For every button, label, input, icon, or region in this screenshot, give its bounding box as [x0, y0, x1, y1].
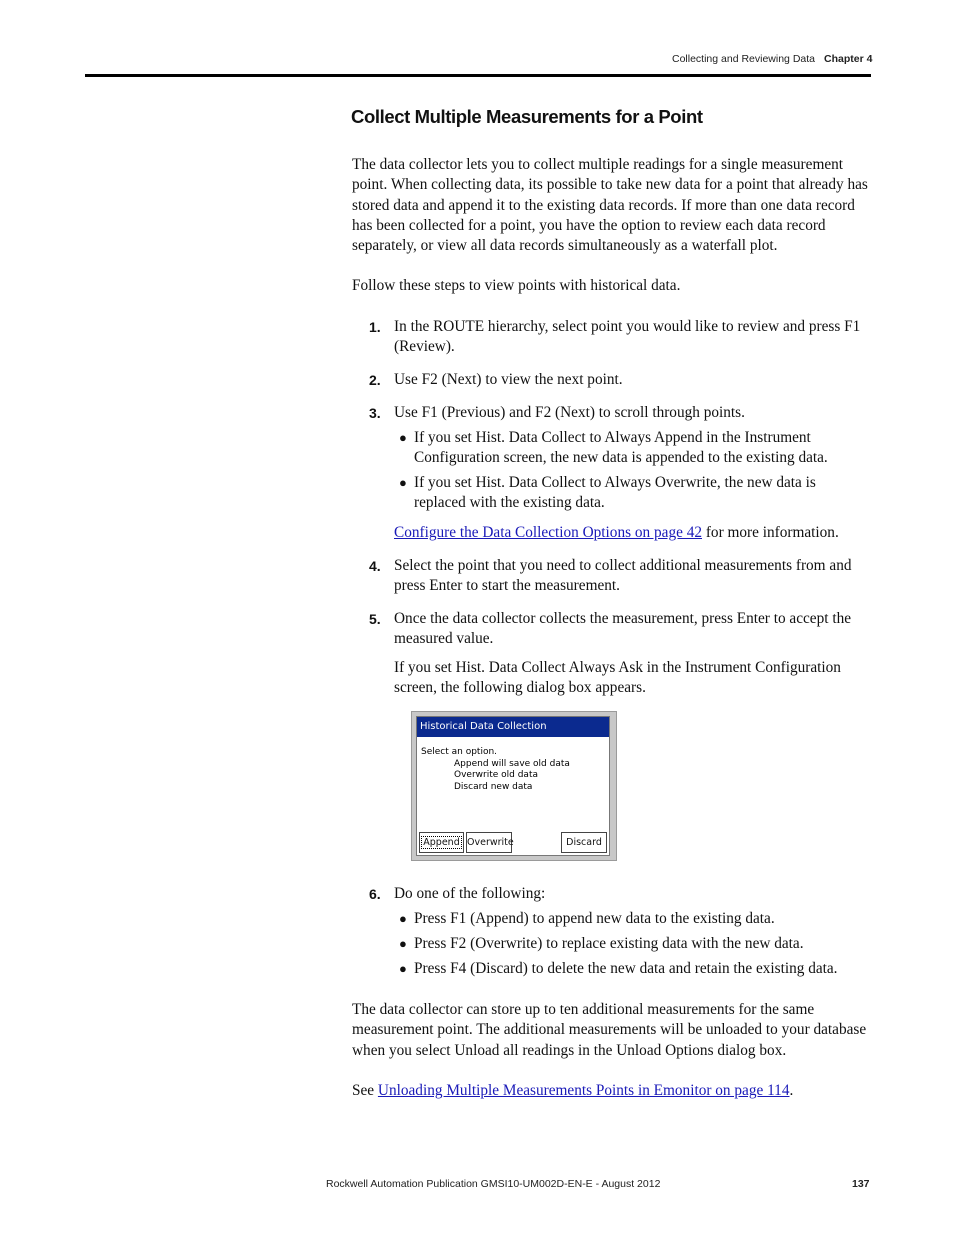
- step-text: Select the point that you need to collect additional measurements from and press Enter to start the measurement.: [394, 557, 852, 595]
- bullet-icon: ●: [399, 911, 407, 926]
- dialog-option: Discard new data: [454, 781, 533, 792]
- step-text: Use F1 (Previous) and F2 (Next) to scroll through points.: [394, 404, 745, 421]
- dialog-window: [416, 716, 610, 856]
- step-number: 2.: [369, 372, 381, 388]
- step-text: In the ROUTE hierarchy, select point you would like to review and press F1 (Review).: [394, 318, 861, 356]
- follow-paragraph: Follow these steps to view points with historical data.: [352, 277, 681, 294]
- page-number: 137: [852, 1178, 870, 1190]
- dialog-option: Overwrite old data: [454, 770, 538, 780]
- running-header-chapter: Chapter 4: [824, 53, 873, 65]
- cross-reference-suffix: for more information.: [702, 524, 839, 541]
- bullet-text: Press F1 (Append) to append new data to the existing data.: [414, 910, 775, 927]
- step-number: 6.: [369, 886, 381, 902]
- bullet-icon: ●: [399, 961, 407, 976]
- step-text: Once the data collector collects the measurement, press Enter to accept the measured value.: [394, 610, 852, 648]
- overwrite-button-label: Overwrite: [467, 837, 514, 848]
- see-prefix: See: [352, 1082, 378, 1099]
- bullet-text: Press F2 (Overwrite) to replace existing data with the new data.: [414, 935, 804, 952]
- bullet-text: Press F4 (Discard) to delete the new data and retain the existing data.: [414, 960, 838, 977]
- bullet-text: If you set Hist. Data Collect to Always Overwrite, the new data is replaced with the existing data.: [414, 474, 816, 512]
- append-button-label: Append: [423, 837, 460, 848]
- step-text: Do one of the following:: [394, 885, 546, 902]
- see-suffix: .: [789, 1082, 794, 1099]
- discard-button[interactable]: [561, 832, 607, 853]
- step-number: 4.: [369, 558, 381, 574]
- bullet-icon: ●: [399, 430, 407, 445]
- closing-paragraph: The data collector can store up to ten additional measurements for the same measurement point. The additional measurements will be unloaded to your database when you select Unload all readings in the Unload Options dialog box.: [352, 1001, 867, 1059]
- unloading-measurements-link[interactable]: Unloading Multiple Measurements Points in Emonitor on page 114: [377, 1082, 790, 1099]
- append-button[interactable]: [419, 832, 464, 853]
- historical-data-dialog: [411, 711, 617, 861]
- cross-reference: [394, 523, 872, 543]
- step-number: 5.: [369, 611, 381, 627]
- footer-publication: Rockwell Automation Publication GMSI10-UM002D-EN-E - August 2012: [326, 1178, 661, 1190]
- bullet-text: If you set Hist. Data Collect to Always Append in the Instrument Configuration screen, the new data is appended to the existing data.: [414, 429, 828, 467]
- step-text: Use F2 (Next) to view the next point.: [394, 371, 623, 388]
- step-number: 3.: [369, 405, 381, 421]
- bullet-icon: ●: [399, 936, 407, 951]
- dialog-option: Append will save old data: [454, 758, 570, 769]
- dialog-prompt: Select an option.: [421, 747, 498, 757]
- section-title: Collect Multiple Measurements for a Point: [351, 106, 703, 127]
- bullet-icon: ●: [399, 475, 407, 490]
- overwrite-button[interactable]: [466, 832, 512, 853]
- intro-paragraph: The data collector lets you to collect multiple readings for a single measurement point. When collecting data, its possible to take new data for a point that already has stored data and append it to the existing data records. If more than one data record has been collected for a point, you have the option to review each data record separately, or view all data records simultaneously as a waterfall plot.: [352, 156, 868, 255]
- running-header-section: Collecting and Reviewing Data: [672, 53, 815, 65]
- see-also: [352, 1081, 872, 1101]
- step-number: 1.: [369, 319, 381, 335]
- discard-button-label: Discard: [566, 837, 602, 848]
- dialog-title-bar: Historical Data Collection: [417, 717, 609, 737]
- step-5-note: If you set Hist. Data Collect Always Ask in the Instrument Configuration screen, the following dialog box appears.: [394, 659, 841, 697]
- header-rule: [85, 74, 871, 77]
- dialog-body: [421, 747, 570, 793]
- configure-options-link[interactable]: Configure the Data Collection Options on page 42: [394, 524, 702, 541]
